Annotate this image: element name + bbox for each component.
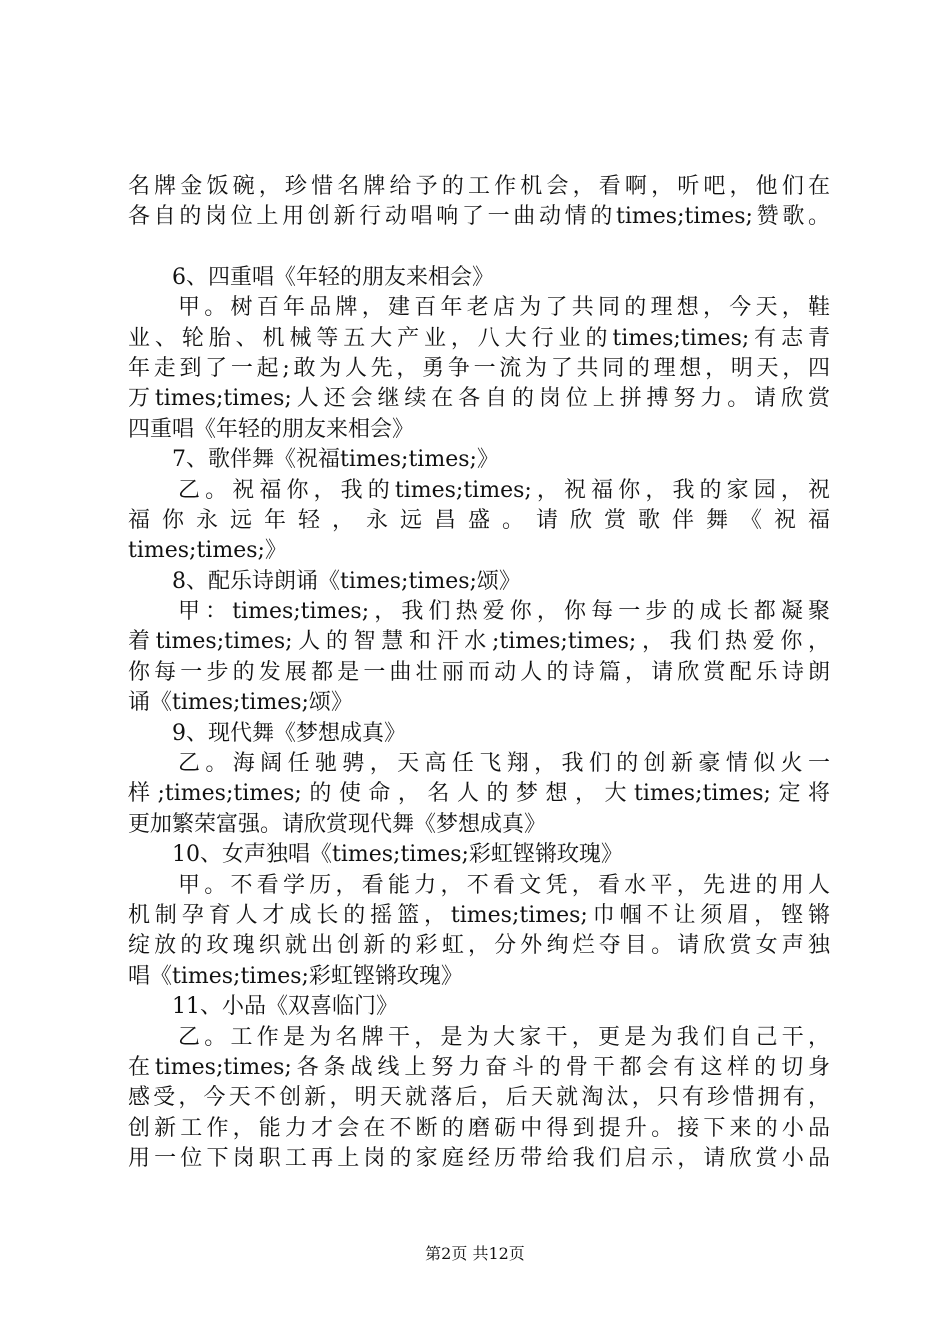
text-line: 在times;times;各条战线上努力奋斗的骨干都会有这样的切身 [128, 1054, 830, 1080]
text-line: 诵《times;times;颂》 [128, 690, 353, 716]
paragraph-gap [128, 233, 830, 263]
document-body [128, 172, 830, 1175]
text-line: 唱《times;times;彩虹铿锵玫瑰》 [128, 963, 463, 989]
text-line: 年走到了一起;敢为人先，勇争一流为了共同的理想，明天，四 [128, 355, 830, 381]
text-line: 机制孕育人才成长的摇篮，times;times;巾帼不让须眉，铿锵 [128, 902, 830, 928]
text-line: 用一位下岗职工再上岗的家庭经历带给我们启示，请欣赏小品 [128, 1146, 830, 1172]
text-line: 四重唱《年轻的朋友来相会》 [128, 416, 415, 442]
section-heading: 9、现代舞《梦想成真》 [172, 720, 406, 746]
text-line: 乙。祝福你，我的times;times;，祝福你，我的家园，祝 [178, 477, 830, 503]
text-line: 各自的岗位上用创新行动唱响了一曲动情的times;times;赞歌。 [128, 204, 830, 230]
section-heading: 11、小品《双喜临门》 [172, 994, 398, 1020]
text-line: 名牌金饭碗，珍惜名牌给予的工作机会，看啊，听吧，他们在 [128, 174, 830, 199]
text-line: 着times;times;人的智慧和汗水;times;times;，我们热爱你， [128, 629, 830, 655]
text-line: 你每一步的发展都是一曲壮丽而动人的诗篇，请欣赏配乐诗朗 [128, 659, 830, 685]
page-number-footer: 第2页 共12页 [425, 1244, 525, 1263]
text-line: 样;times;times;的使命，名人的梦想，大times;times;定将 [128, 781, 830, 807]
text-line: 创新工作，能力才会在不断的磨砺中得到提升。接下来的小品 [128, 1115, 830, 1141]
section-heading: 6、四重唱《年轻的朋友来相会》 [172, 264, 494, 290]
text-line: 更加繁荣富强。请欣赏现代舞《梦想成真》 [128, 811, 547, 837]
text-line: 福你永远年轻，永远昌盛。请欣赏歌伴舞《祝福 [128, 507, 830, 533]
text-line: 甲。树百年品牌，建百年老店为了共同的理想，今天，鞋 [178, 295, 830, 321]
text-line: 感受，今天不创新，明天就落后，后天就淘汰，只有珍惜拥有， [128, 1085, 830, 1111]
section-heading: 10、女声独唱《times;times;彩虹铿锵玫瑰》 [172, 842, 623, 868]
text-line: 乙。工作是为名牌干，是为大家干，更是为我们自己干， [178, 1024, 830, 1050]
section-heading: 7、歌伴舞《祝福times;times;》 [172, 447, 499, 473]
text-line: 甲：times;times;，我们热爱你，你每一步的成长都凝聚 [178, 599, 830, 625]
section-heading: 8、配乐诗朗诵《times;times;颂》 [172, 568, 521, 594]
text-line: 乙。海阔任驰骋，天高任飞翔，我们的创新豪情似火一 [178, 751, 830, 777]
text-line: times;times;》 [128, 538, 287, 564]
text-line: 甲。不看学历，看能力，不看文凭，看水平，先进的用人 [178, 872, 830, 898]
text-line: 业、轮胎、机械等五大产业，八大行业的times;times;有志青 [128, 325, 830, 351]
text-line: 绽放的玫瑰织就出创新的彩虹，分外绚烂夺目。请欣赏女声独 [128, 933, 830, 959]
text-line: 万times;times;人还会继续在各自的岗位上拼搏努力。请欣赏 [128, 386, 830, 412]
